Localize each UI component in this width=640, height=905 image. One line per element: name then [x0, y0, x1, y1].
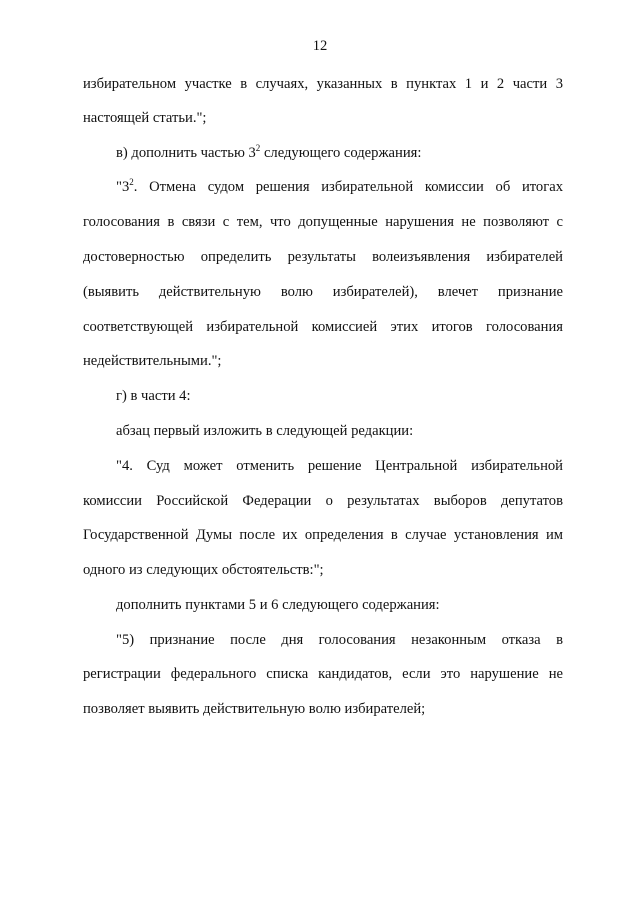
text-line: абзац первый изложить в следующей редакции:	[116, 423, 414, 439]
text-line: избирательном участке в случаях, указанных в пунктах 1 и 2 части 3	[83, 76, 563, 92]
text-line: одного из следующих обстоятельств:";	[83, 562, 324, 578]
text-line: "$3^2$. Отмена судом решения избирательной комиссии об итогах	[116, 177, 563, 195]
text-line: настоящей статьи.";	[83, 110, 207, 126]
text-line: "5) признание после дня голосования незаконным отказа в	[116, 632, 563, 648]
text-line: соответствующей избирательной комиссией этих итогов голосования	[83, 319, 563, 335]
text-line: в) дополнить частью $3^2$ следующего содержания:	[116, 143, 422, 161]
text-line: достоверностью определить результаты волеизъявления избирателей	[83, 249, 563, 265]
page-number: 12	[312, 38, 328, 54]
text-line: регистрации федерального списка кандидатов, если это нарушение не	[83, 666, 563, 682]
text-line: дополнить пунктами 5 и 6 следующего содержания:	[116, 597, 440, 613]
text-line: позволяет выявить действительную волю избирателей;	[83, 701, 426, 717]
text-line: комиссии Российской Федерации о результатах выборов депутатов	[83, 493, 563, 509]
superscript: 2	[129, 177, 134, 187]
text-line: недействительными.";	[83, 353, 222, 369]
text-line: голосования в связи с тем, что допущенные нарушения не позволяют с	[83, 214, 563, 230]
text-line: "4. Суд может отменить решение Центральной избирательной	[116, 458, 563, 474]
text-line: г) в части 4:	[116, 388, 191, 404]
superscript: 2	[255, 143, 261, 153]
text-line: (выявить действительную волю избирателей), влечет признание	[83, 284, 563, 300]
text-line: Государственной Думы после их определения в случае установления им	[83, 527, 563, 543]
